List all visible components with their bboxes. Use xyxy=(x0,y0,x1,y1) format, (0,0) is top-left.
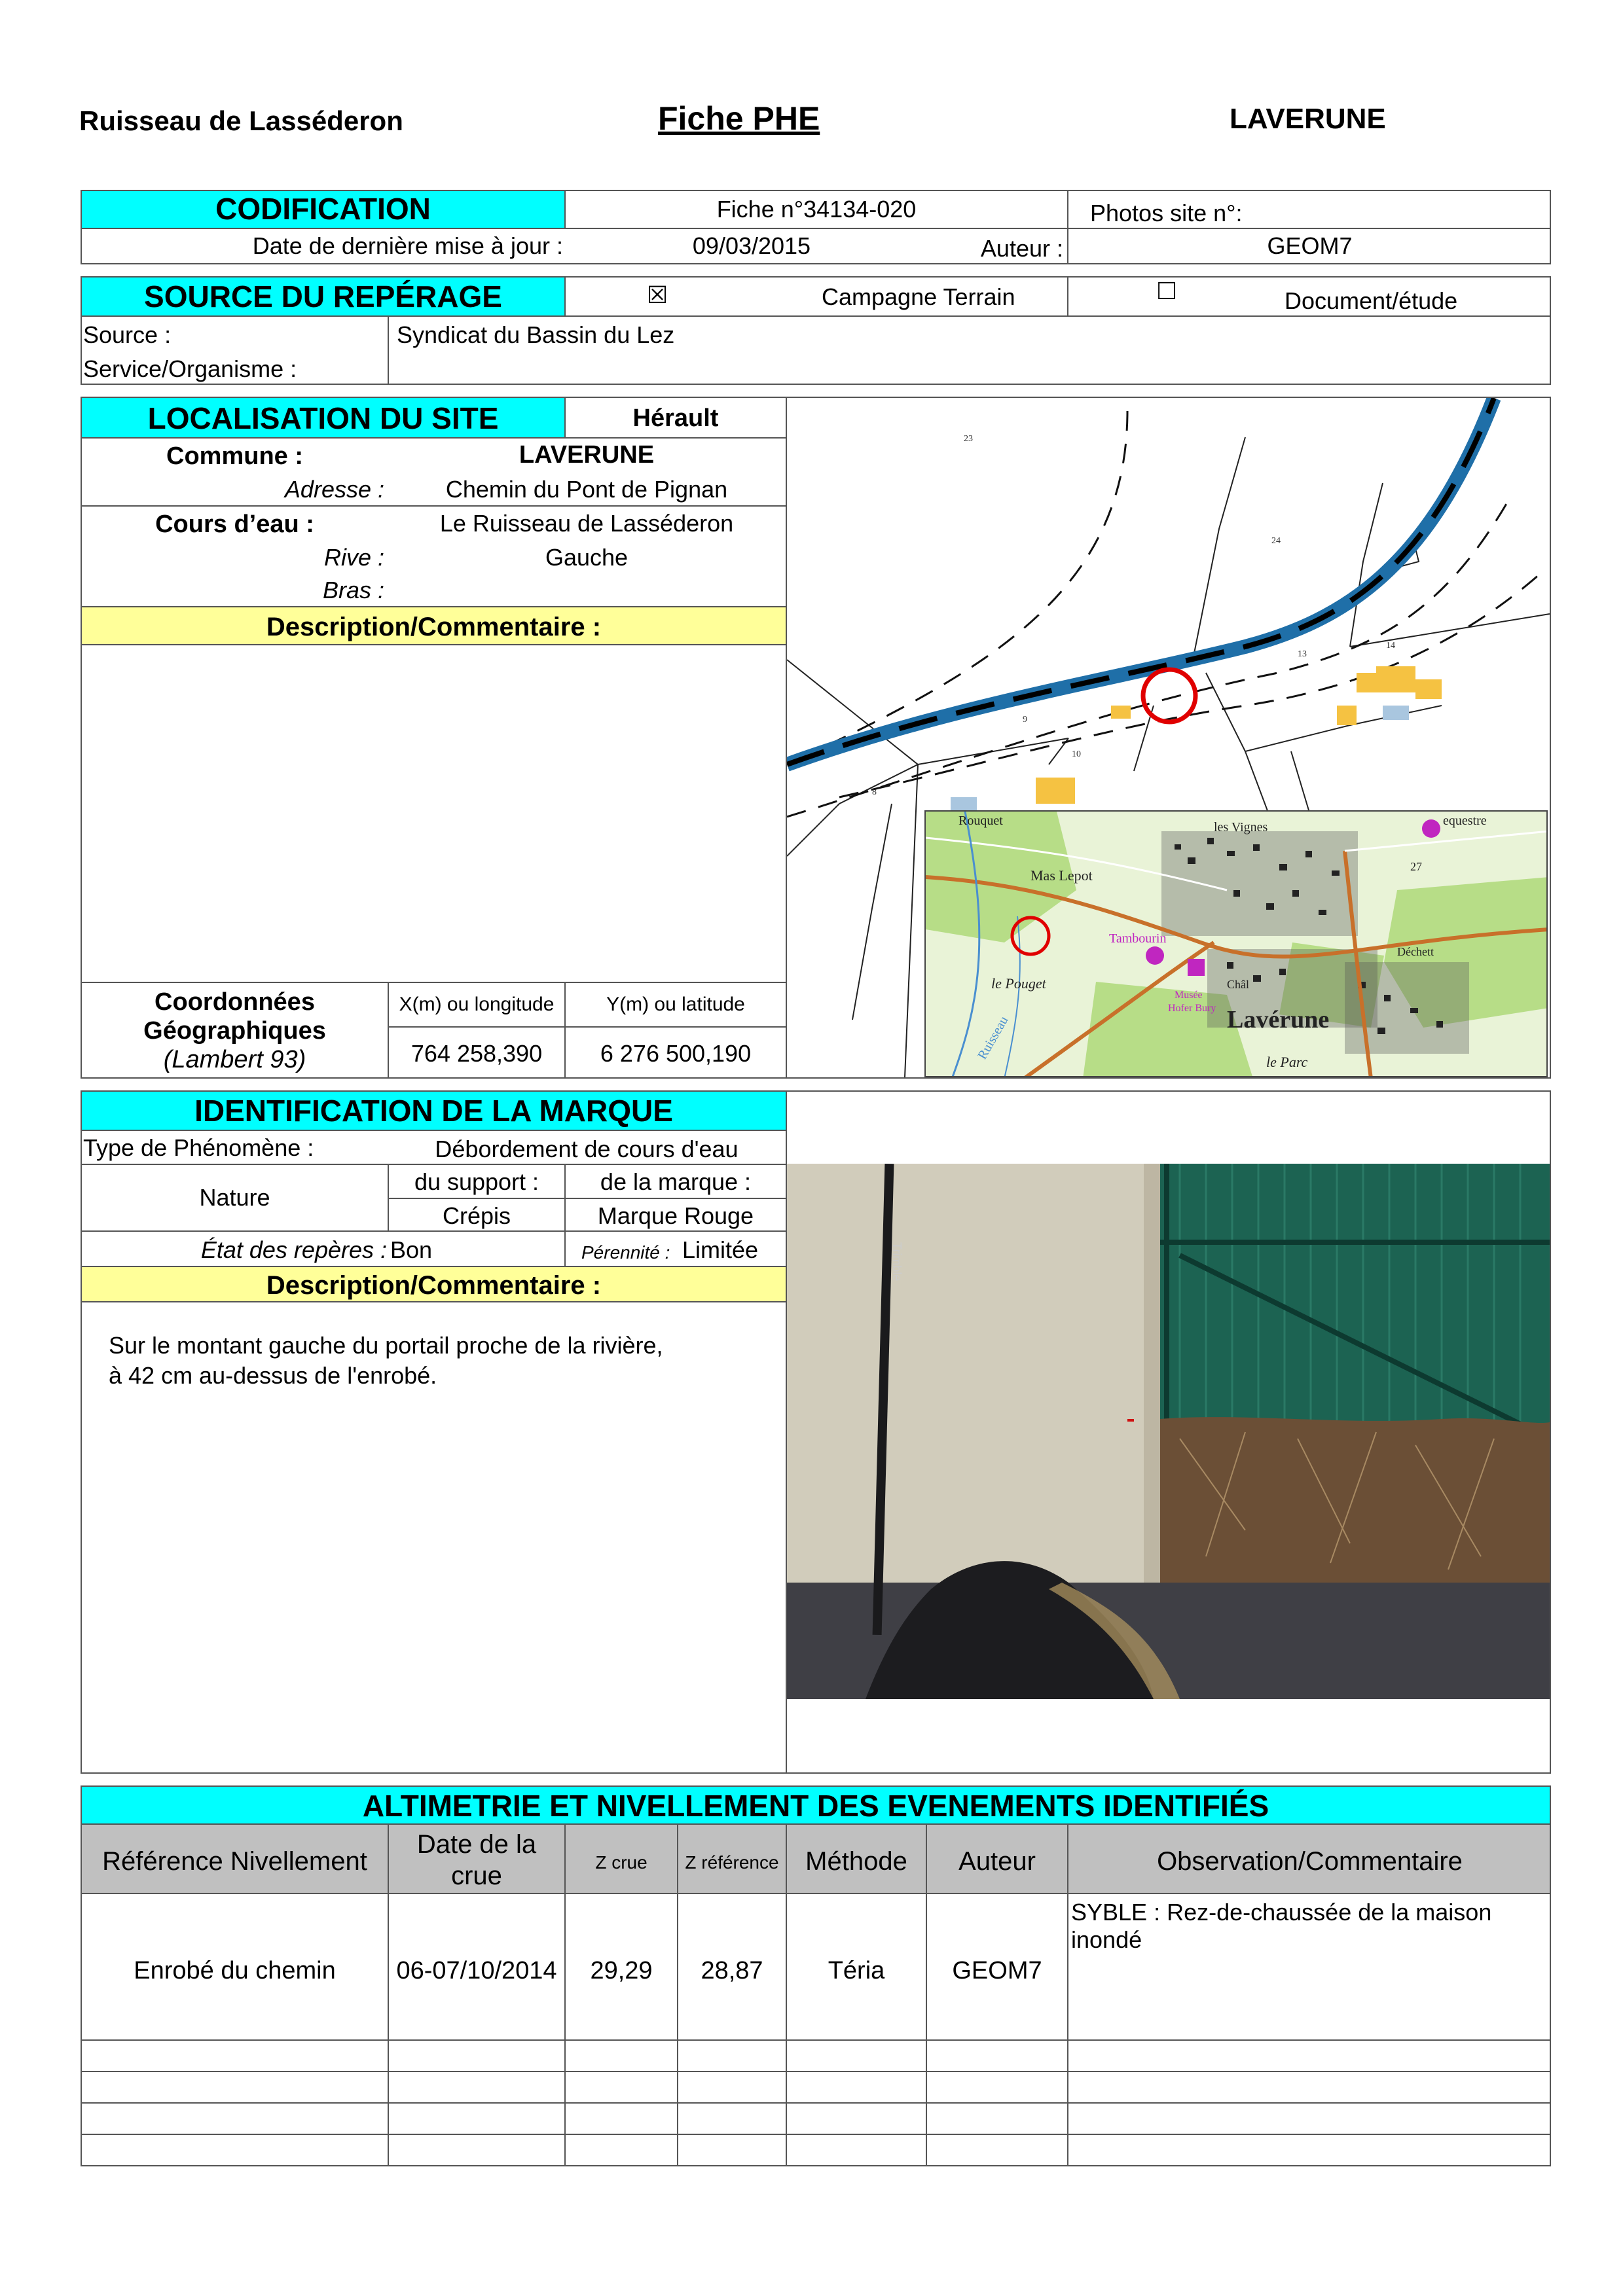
commune-value: LAVERUNE xyxy=(519,441,655,469)
coord-label-1: Coordonnées xyxy=(155,988,315,1016)
rive-value: Gauche xyxy=(545,544,629,571)
campagne-terrain-checkbox[interactable]: ☒ xyxy=(647,282,668,309)
header-left: Ruisseau de Lasséderon xyxy=(79,105,403,136)
commune-label: Commune : xyxy=(166,442,303,470)
col-header-date-2: crue xyxy=(451,1861,502,1890)
map-place-label: le Pouget xyxy=(991,975,1046,992)
map-place-label: 27 xyxy=(1410,860,1422,873)
flood-mark-indicator xyxy=(1127,1419,1134,1422)
y-label: Y(m) ou latitude xyxy=(606,994,745,1015)
map-parcel-label: 13 xyxy=(1298,649,1307,659)
source-value: Syndicat du Bassin du Lez xyxy=(397,321,675,348)
altimetrie-title: ALTIMETRIE ET NIVELLEMENT DES EVENEMENTS IDENTIFIÉS xyxy=(362,1789,1269,1823)
rive-label: Rive : xyxy=(323,544,384,571)
cell-date: 06-07/10/2014 xyxy=(396,1957,557,1984)
map-place-label: le Parc xyxy=(1266,1054,1308,1070)
localisation-title: LOCALISATION DU SITE xyxy=(147,401,499,435)
adresse-value: Chemin du Pont de Pignan xyxy=(445,476,728,503)
map-place-label: Musée xyxy=(1175,990,1203,1001)
map-parcel-label: 10 xyxy=(1072,749,1081,759)
coord-label-2: Géographiques xyxy=(143,1017,326,1045)
perennite-value: Limitée xyxy=(682,1236,759,1263)
etat-reperes-label: État des repères : xyxy=(200,1236,387,1263)
identification-description-line-1: Sur le montant gauche du portail proche de la rivière, xyxy=(109,1332,663,1359)
service-label: Service/Organisme : xyxy=(83,355,297,382)
map-place-label: Châl xyxy=(1227,978,1249,991)
pole-label: Trimble xyxy=(890,1242,903,1282)
map-place-label: Ruisseau xyxy=(975,1013,1012,1062)
type-phenomene-value: Débordement de cours d'eau xyxy=(435,1136,739,1162)
col-header-date-1: Date de la xyxy=(416,1830,537,1859)
cell-methode: Téria xyxy=(828,1957,885,1984)
bras-label: Bras : xyxy=(322,577,384,603)
codification-title: CODIFICATION xyxy=(215,192,431,226)
map-place-label: equestre xyxy=(1443,814,1487,828)
departement: Hérault xyxy=(632,404,719,432)
marque-value: Marque Rouge xyxy=(597,1202,754,1229)
date-label: Date de dernière mise à jour : xyxy=(252,232,563,259)
localisation-description-title: Description/Commentaire : xyxy=(266,613,602,641)
coord-label-3: (Lambert 93) xyxy=(163,1046,306,1073)
map-parcel-label: 24 xyxy=(1271,536,1281,546)
perennite-label: Pérennité : xyxy=(581,1242,670,1263)
site-location-marker xyxy=(1143,670,1195,722)
type-phenomene-label: Type de Phénomène : xyxy=(83,1134,314,1161)
col-header-reference: Référence Nivellement xyxy=(102,1847,367,1876)
inset-topo-map xyxy=(924,810,1548,1077)
marque-label: de la marque : xyxy=(600,1168,752,1195)
y-value: 6 276 500,190 xyxy=(600,1040,752,1067)
header-right: LAVERUNE xyxy=(1230,103,1386,135)
map-place-label: Mas Lepot xyxy=(1030,867,1093,884)
cell-observation-line-1: SYBLE : Rez-de-chaussée de la maison xyxy=(1071,1899,1492,1926)
document-etude-checkbox[interactable]: ☐ xyxy=(1156,278,1178,305)
map-parcel-label: 8 xyxy=(872,787,877,797)
identification-title: IDENTIFICATION DE LA MARQUE xyxy=(194,1094,673,1128)
source-label: Source : xyxy=(83,321,172,348)
map-parcel-label: 9 xyxy=(1023,715,1027,725)
cell-zreference: 28,87 xyxy=(701,1957,763,1984)
col-header-zreference: Z référence xyxy=(685,1852,779,1873)
support-value: Crépis xyxy=(442,1202,511,1229)
map-place-label: Hofer Bury xyxy=(1168,1003,1216,1014)
auteur-label: Auteur : xyxy=(980,235,1063,262)
cell-observation-line-2: inondé xyxy=(1071,1926,1142,1953)
col-header-observation: Observation/Commentaire xyxy=(1157,1847,1463,1876)
map-place-label: Lavérune xyxy=(1227,1006,1330,1033)
header-title: Fiche PHE xyxy=(658,100,820,137)
map-place-label: Rouquet xyxy=(958,814,1003,828)
site-map xyxy=(787,398,1550,1077)
auteur-value: GEOM7 xyxy=(1267,232,1353,259)
col-header-zcrue: Z crue xyxy=(595,1852,647,1873)
map-place-label: Tambourin xyxy=(1109,931,1167,946)
identification-description-line-2: à 42 cm au-dessus de l'enrobé. xyxy=(109,1362,437,1389)
source-title: SOURCE DU REPÉRAGE xyxy=(144,279,502,314)
campagne-terrain-label: Campagne Terrain xyxy=(822,283,1015,310)
cell-auteur: GEOM7 xyxy=(952,1957,1042,1984)
x-value: 764 258,390 xyxy=(410,1040,543,1067)
identification-description-title: Description/Commentaire : xyxy=(266,1271,602,1300)
etat-reperes-value: Bon xyxy=(390,1236,433,1263)
map-parcel-label: 23 xyxy=(964,434,973,444)
photos-label: Photos site n°: xyxy=(1090,200,1243,226)
fiche-number: Fiche n°34134-020 xyxy=(716,196,917,223)
col-header-auteur: Auteur xyxy=(958,1847,1036,1876)
document-etude-label: Document/étude xyxy=(1285,287,1458,314)
map-place-label: Déchett xyxy=(1397,945,1434,958)
date-value: 09/03/2015 xyxy=(692,232,811,259)
cours-eau-label: Cours d’eau : xyxy=(155,511,314,538)
nature-label: Nature xyxy=(199,1184,270,1211)
cell-reference: Enrobé du chemin xyxy=(134,1957,336,1984)
map-parcel-label: 14 xyxy=(1386,641,1395,651)
cours-eau-value: Le Ruisseau de Lasséderon xyxy=(439,510,734,537)
x-label: X(m) ou longitude xyxy=(399,994,555,1015)
cell-zcrue: 29,29 xyxy=(590,1957,653,1984)
support-label: du support : xyxy=(414,1168,539,1195)
adresse-label: Adresse : xyxy=(284,476,384,503)
map-place-label: les Vignes xyxy=(1214,820,1268,834)
col-header-methode: Méthode xyxy=(805,1847,907,1876)
flood-mark-photo xyxy=(787,1164,1550,1699)
